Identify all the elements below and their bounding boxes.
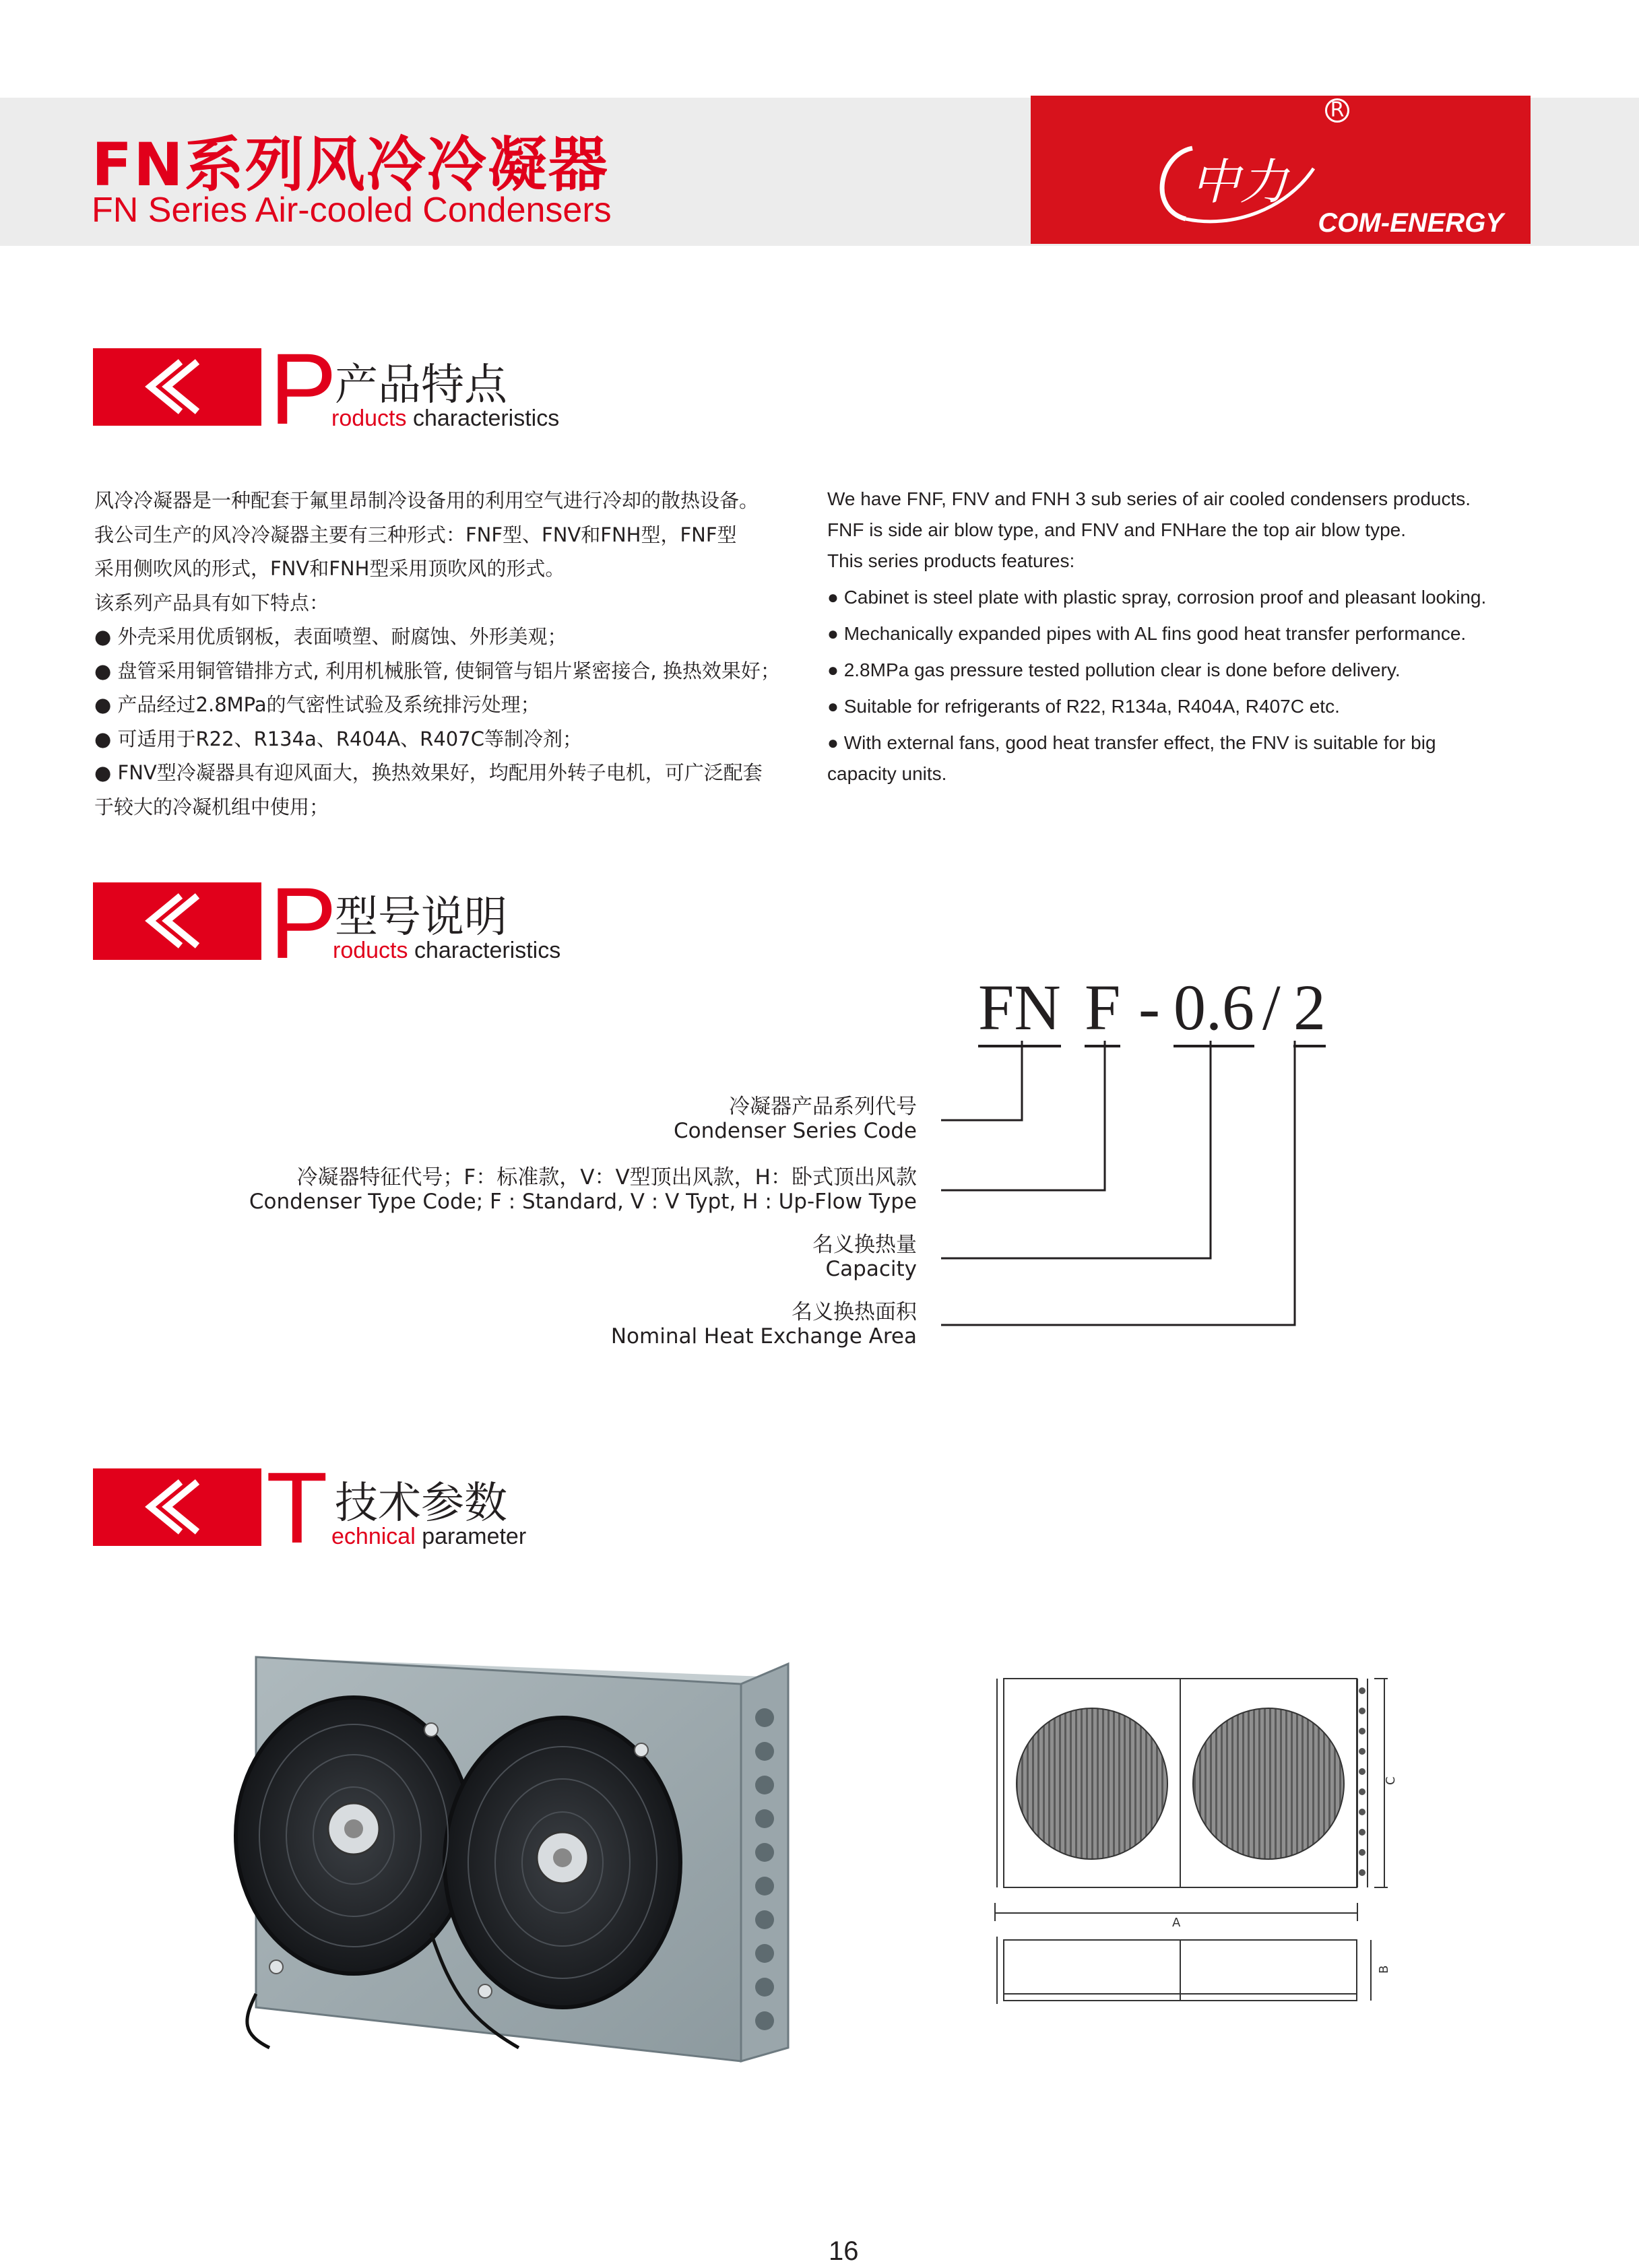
features-cn-line: ● 盘管采用铜管错排方式, 利用机械胀管, 使铜管与铝片紧密接合, 换热效果好；	[94, 659, 780, 682]
model-label-area: 名义换热面积 Nominal Heat Exchange Area	[610, 1300, 917, 1349]
section-features-title-en: roducts characteristics	[331, 406, 560, 431]
features-cn-line: 风冷冷凝器是一种配套于氟里昂制冷设备用的利用空气进行冷却的散热设备。	[94, 489, 759, 512]
page-title-en: FN Series Air-cooled Condensers	[92, 191, 612, 230]
chevron-left-icon	[93, 1468, 261, 1546]
section-model-title-en: roducts characteristics	[333, 938, 561, 963]
dim-a-label: A	[1172, 1916, 1181, 1930]
section-features-title-cn: 产品特点	[335, 360, 507, 410]
model-code-dash: -	[1138, 971, 1160, 1043]
fan-grille-left-icon	[1017, 1708, 1167, 1859]
features-en-line: This series products features:	[827, 550, 1075, 571]
dimension-drawing	[984, 1671, 1421, 2048]
model-code-series: FN	[978, 970, 1061, 1047]
dim-c-label: C	[1384, 1776, 1398, 1785]
page-number: 16	[829, 2236, 859, 2266]
model-code-type: F	[1085, 970, 1120, 1047]
model-label-series: 冷凝器产品系列代号 Condenser Series Code	[673, 1095, 917, 1143]
condenser-photo	[229, 1644, 802, 2075]
model-code-slash: /	[1262, 971, 1281, 1043]
fan-grille-right-icon	[1193, 1708, 1344, 1859]
model-label-capacity: 名义换热量 Capacity	[812, 1233, 917, 1281]
features-en-line: ● With external fans, good heat transfer effect, the FNV is suitable for big	[827, 732, 1436, 753]
features-cn-line: 我公司生产的风冷冷凝器主要有三种形式：FNF型、FNV和FNH型，FNF型	[94, 523, 737, 546]
section-model-title-cn: 型号说明	[335, 893, 507, 942]
page-title-cn: FN系列风冷冷凝器	[92, 130, 609, 199]
features-cn-line: 采用侧吹风的形式，FNV和FNH型采用顶吹风的形式。	[94, 557, 565, 580]
features-cn-line: 于较大的冷凝机组中使用；	[94, 795, 329, 818]
features-en-line: capacity units.	[827, 763, 947, 784]
features-en-line: ● 2.8MPa gas pressure tested pollution clear is done before delivery.	[827, 659, 1401, 680]
section-technical-bar	[93, 1468, 261, 1546]
dim-b-label: B	[1377, 1965, 1391, 1974]
logo-cn-text: 中力	[1191, 154, 1289, 210]
section-technical-letter: T	[266, 1451, 328, 1564]
section-technical-title-en: echnical parameter	[331, 1524, 527, 1549]
features-en-line: ● Mechanically expanded pipes with AL fins good heat transfer performance.	[827, 623, 1467, 644]
leader-series	[941, 1041, 1022, 1120]
features-cn-line: ● FNV型冷凝器具有迎风面大，换热效果好，均配用外转子电机，可广泛配套	[94, 761, 763, 784]
section-technical-title-cn: 技术参数	[335, 1479, 507, 1528]
features-cn-line: 该系列产品具有如下特点：	[94, 591, 329, 614]
features-cn-line: ● 可适用于R22、R134a、R404A、R407C等制冷剂；	[94, 727, 582, 750]
model-code-area: 2	[1293, 970, 1326, 1047]
leader-area	[941, 1041, 1295, 1325]
features-cn-line: ● 外壳采用优质钢板，表面喷塑、耐腐蚀、外形美观；	[94, 625, 567, 648]
features-en-line: ● Suitable for refrigerants of R22, R134a, R404A, R407C etc.	[827, 696, 1340, 717]
model-label-type: 冷凝器特征代号；F：标准款，V：V型顶出风款，H：卧式顶出风款 Condenser Type Code; F : Standard, V : V Typt, H : Up-Flow Type	[249, 1165, 917, 1214]
logo-en-text: COM-ENERGY	[1318, 208, 1504, 238]
features-en-line: ● Cabinet is steel plate with plastic spray, corrosion proof and pleasant looking.	[827, 587, 1487, 608]
features-cn-line: ● 产品经过2.8MPa的气密性试验及系统排污处理；	[94, 693, 540, 716]
registered-mark: R	[1325, 98, 1349, 123]
leader-capacity	[941, 1041, 1211, 1258]
features-en-line: FNF is side air blow type, and FNV and FNHare the top air blow type.	[827, 519, 1407, 540]
section-features-letter: P	[269, 332, 338, 445]
model-code-capacity: 0.6	[1174, 970, 1254, 1047]
section-model-letter: P	[269, 866, 338, 979]
features-en-line: We have FNF, FNV and FNH 3 sub series of air cooled condensers products.	[827, 488, 1471, 509]
